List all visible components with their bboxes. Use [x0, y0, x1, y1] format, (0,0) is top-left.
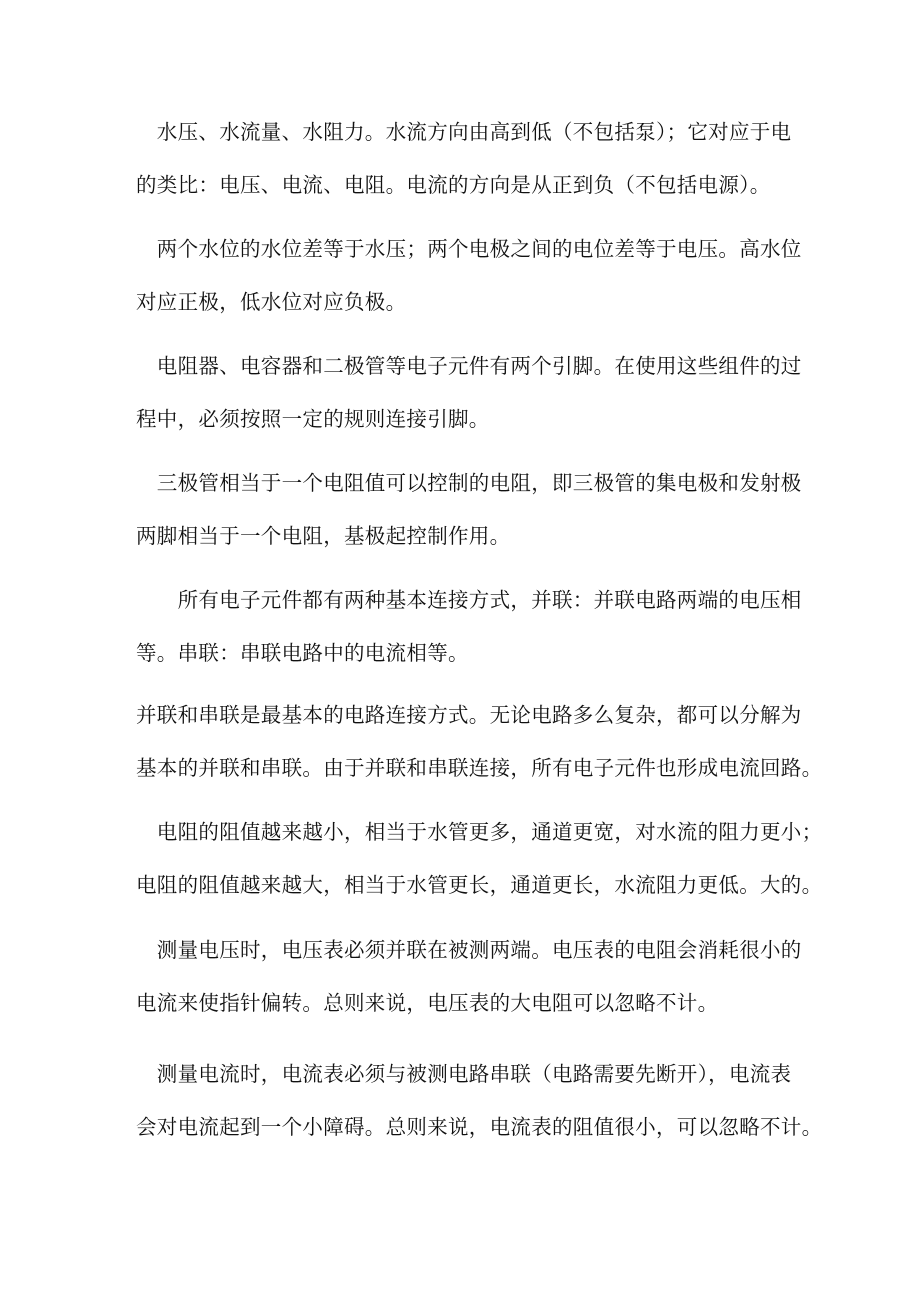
- paragraph-line: 水压、水流量、水阻力。水流方向由高到低（不包括泵）；它对应于电: [136, 120, 792, 144]
- paragraph-resistance: [136, 806, 823, 912]
- paragraph-line: 两脚相当于一个电阻，基极起控制作用。: [136, 524, 511, 548]
- paragraph-line: 电阻器、电容器和二极管等电子元件有两个引脚。在使用这些组件的过: [136, 354, 802, 378]
- paragraph-component-pins: [136, 340, 802, 446]
- paragraph-voltmeter: [136, 924, 802, 1030]
- paragraph-line: 对应正极，低水位对应负极。: [136, 290, 407, 314]
- paragraph-line: 等。串联：串联电路中的电流相等。: [136, 641, 469, 665]
- paragraph-line: 电阻的阻值越来越大，相当于水管更长，通道更长，水流阻力更低。大的。: [136, 873, 823, 897]
- paragraph-line: 三极管相当于一个电阻值可以控制的电阻，即三极管的集电极和发射极: [136, 471, 802, 495]
- paragraph-line: 会对电流起到一个小障碍。总则来说，电流表的阻值很小，可以忽略不计。: [136, 1115, 823, 1139]
- paragraph-line: 基本的并联和串联。由于并联和串联连接，所有电子元件也形成电流回路。: [136, 756, 823, 780]
- paragraph-line: 的类比：电压、电流、电阻。电流的方向是从正到负（不包括电源）。: [136, 173, 771, 197]
- paragraph-parallel-series: [136, 689, 823, 795]
- paragraph-line: 所有电子元件都有两种基本连接方式，并联：并联电路两端的电压相: [136, 588, 802, 612]
- paragraph-transistor: [136, 457, 802, 563]
- paragraph-potential-difference: [136, 223, 802, 329]
- paragraph-water-analogy: [136, 106, 796, 212]
- paragraph-line: 并联和串联是最基本的电路连接方式。无论电路多么复杂，都可以分解为: [136, 703, 802, 727]
- paragraph-connection-types: [136, 574, 802, 680]
- paragraph-line: 程中，必须按照一定的规则连接引脚。: [136, 407, 490, 431]
- paragraph-ammeter: [136, 1048, 823, 1154]
- paragraph-line: 两个水位的水位差等于水压；两个电极之间的电位差等于电压。高水位: [136, 237, 802, 261]
- paragraph-line: 电流来使指针偏转。总则来说，电压表的大电阻可以忽略不计。: [136, 991, 719, 1015]
- paragraph-line: 电阻的阻值越来越小，相当于水管更多，通道更宽，对水流的阻力更小；: [136, 820, 823, 844]
- paragraph-line: 测量电流时，电流表必须与被测电路串联（电路需要先断开），电流表: [136, 1062, 792, 1086]
- paragraph-line: 测量电压时，电压表必须并联在被测两端。电压表的电阻会消耗很小的: [136, 938, 802, 962]
